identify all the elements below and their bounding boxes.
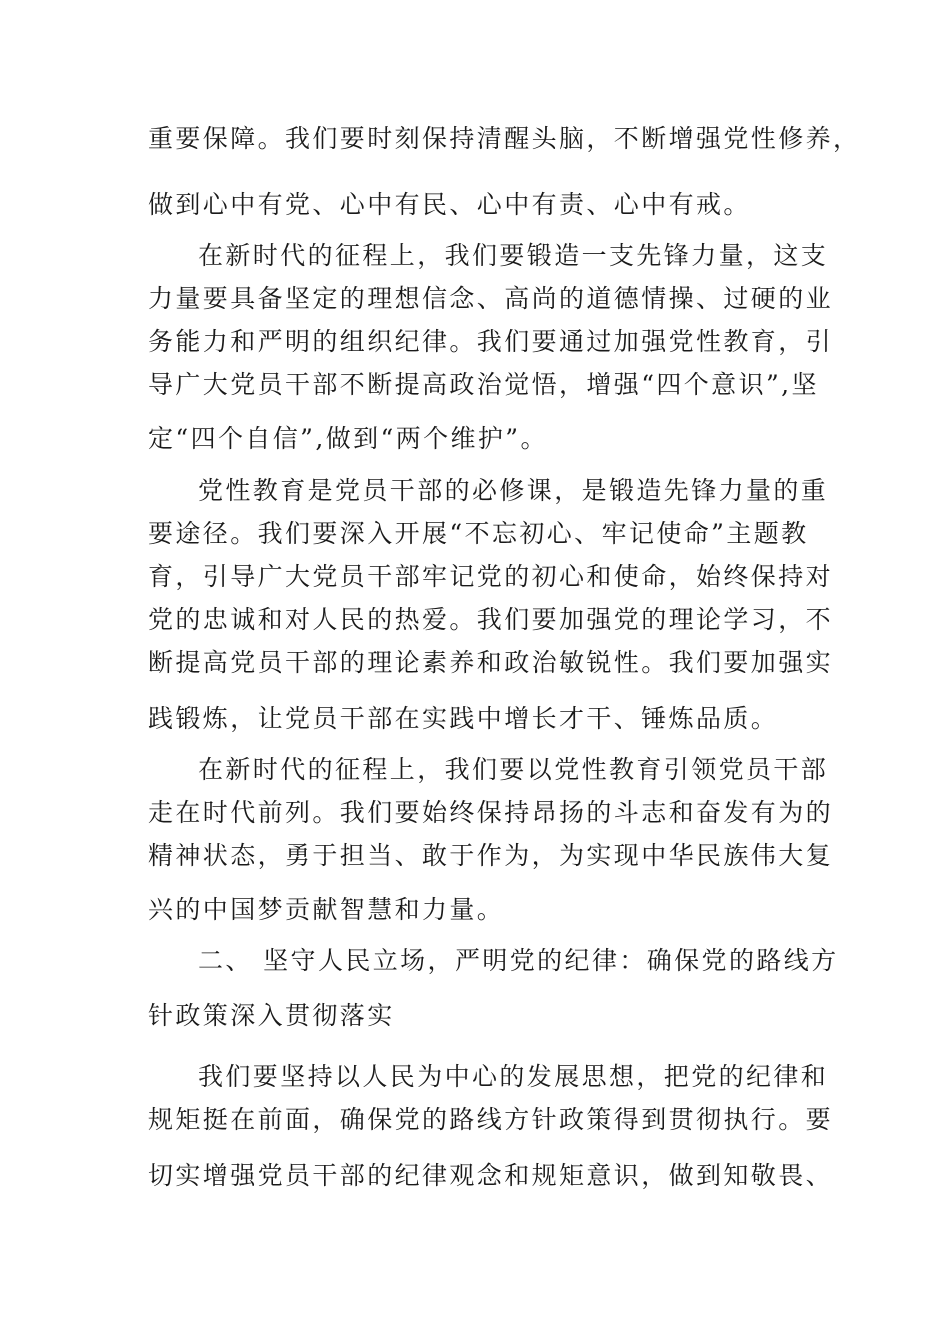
paragraph-start-line: 在新时代的征程上，我们要锻造一支先锋力量，这支 bbox=[198, 241, 829, 270]
text-line: 兴的中国梦贡献智慧和力量。 bbox=[148, 895, 505, 924]
text-line: 走在时代前列。我们要始终保持昂扬的斗志和奋发有为的 bbox=[148, 798, 834, 827]
text-line: 规矩挺在前面，确保党的路线方针政策得到贯彻执行。要 bbox=[148, 1105, 834, 1134]
text-line: 务能力和严明的组织纪律。我们要通过加强党性教育，引 bbox=[148, 327, 834, 356]
text-line: 要途径。我们要深入开展“不忘初心、牢记使命”主题教 bbox=[148, 519, 809, 548]
paragraph-start-line: 我们要坚持以人民为中心的发展思想，把党的纪律和 bbox=[198, 1062, 829, 1091]
text-line: 做到心中有党、心中有民、心中有责、心中有戒。 bbox=[148, 190, 751, 219]
text-line: 育，引导广大党员干部牢记党的初心和使命，始终保持对 bbox=[148, 562, 834, 591]
section-heading-continuation: 针政策深入贯彻落实 bbox=[148, 1001, 395, 1030]
text-line: 切实增强党员干部的纪律观念和规矩意识，做到知敬畏、 bbox=[148, 1161, 834, 1190]
text-line: 践锻炼，让党员干部在实践中增长才干、锤炼品质。 bbox=[148, 704, 779, 733]
text-line: 定“四个自信”,做到“两个维护”。 bbox=[148, 424, 548, 453]
text-line: 党的忠诚和对人民的热爱。我们要加强党的理论学习，不 bbox=[148, 605, 834, 634]
section-heading: 二、 坚守人民立场，严明党的纪律：确保党的路线方 bbox=[198, 946, 839, 975]
text-line: 精神状态，勇于担当、敢于作为，为实现中华民族伟大复 bbox=[148, 841, 834, 870]
text-line: 重要保障。我们要时刻保持清醒头脑，不断增强党性修养， bbox=[148, 124, 861, 153]
text-line: 力量要具备坚定的理想信念、高尚的道德情操、过硬的业 bbox=[148, 284, 834, 313]
text-line: 导广大党员干部不断提高政治觉悟，增强“四个意识”,坚 bbox=[148, 370, 819, 399]
paragraph-start-line: 在新时代的征程上，我们要以党性教育引领党员干部 bbox=[198, 755, 829, 784]
text-line: 断提高党员干部的理论素养和政治敏锐性。我们要加强实 bbox=[148, 648, 834, 677]
paragraph-start-line: 党性教育是党员干部的必修课，是锻造先锋力量的重 bbox=[198, 476, 829, 505]
